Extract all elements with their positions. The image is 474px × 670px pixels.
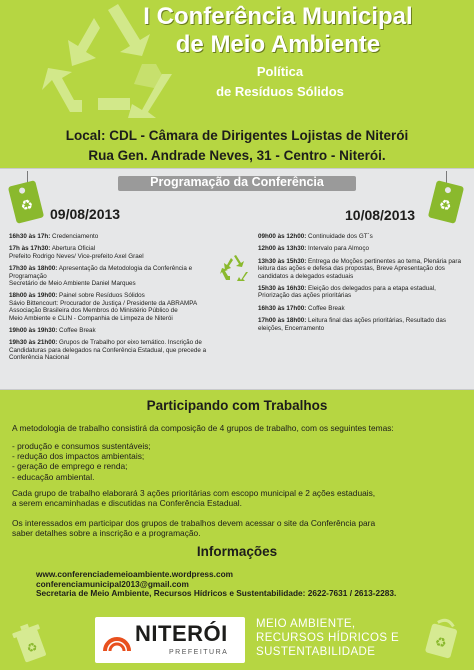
schedule-item bbox=[9, 327, 219, 334]
schedule-item bbox=[258, 258, 468, 280]
title-line-1: I Conferência Municipal bbox=[143, 3, 413, 30]
schedule-text: Coffee Break bbox=[306, 304, 345, 312]
program-title: Programação da Conferência bbox=[150, 175, 324, 189]
logo-name: NITERÓI bbox=[135, 621, 228, 646]
schedule-time: 19h30 às 21h00: bbox=[9, 339, 58, 347]
schedule-time: 17h30 às 18h00: bbox=[9, 265, 58, 273]
schedule-item bbox=[9, 339, 219, 361]
recycle-glyph-icon: ♻ bbox=[18, 195, 35, 215]
schedule-time: 09h00 às 12h00: bbox=[258, 233, 307, 240]
schedule-item bbox=[9, 292, 219, 322]
tag-hole bbox=[444, 186, 451, 193]
schedule-text: Painel sobre Resíduos Sólidos bbox=[57, 292, 145, 300]
schedule-detail: Secretário de Meio Ambiente Daniel Marques bbox=[9, 280, 136, 288]
trabalhos-paragraph-3 bbox=[12, 518, 464, 538]
schedule-item bbox=[9, 265, 219, 287]
eco-tag-icon bbox=[8, 180, 44, 224]
niteroi-logo bbox=[95, 617, 245, 663]
location-line-2: Rua Gen. Andrade Neves, 31 - Centro - Niterói. bbox=[88, 148, 386, 163]
text-line: a serem encaminhadas e discutidas na Conferência Estadual. bbox=[12, 498, 242, 509]
bullet-item: - educação ambiental. bbox=[12, 471, 95, 482]
niteroi-arc-icon bbox=[101, 625, 133, 657]
trabalhos-paragraph-2 bbox=[12, 488, 464, 508]
recycle-icon bbox=[220, 255, 248, 281]
secretaria-phone: Secretaria de Meio Ambiente, Recursos Hídricos e Sustentabilidade: 2622-7631 / 2613-2283. bbox=[36, 588, 397, 599]
schedule-time: 15h30 às 16h30: bbox=[258, 285, 307, 293]
header bbox=[0, 0, 474, 125]
schedule-detail: Sávio Bittencourt: Procurador de Justiça / Presidente da ABRAMPA bbox=[9, 299, 198, 307]
schedule-time: 12h00 às 13h30: bbox=[258, 245, 307, 253]
program-banner bbox=[118, 176, 356, 191]
website-link[interactable]: www.conferenciademeioambiente.wordpress.com bbox=[36, 569, 234, 579]
day1-schedule bbox=[9, 233, 219, 367]
schedule-text: Coffee Break bbox=[57, 327, 96, 335]
svg-text:♻: ♻ bbox=[24, 639, 40, 657]
schedule-time: 19h00 às 19h30: bbox=[9, 327, 58, 335]
trabalhos-intro: A metodologia de trabalho consistirá da composição de 4 grupos de trabalho, com os seguintes temas: bbox=[12, 423, 394, 433]
text-line: saber detalhes sobre a inscrição e a programação. bbox=[12, 528, 201, 539]
day2-date: 10/08/2013 bbox=[345, 207, 416, 223]
subtitle-line-2: de Resíduos Sólidos bbox=[216, 84, 344, 99]
schedule-time: 17h00 às 18h00: bbox=[258, 317, 307, 325]
schedule-time: 16h30 às 17h00: bbox=[258, 304, 307, 312]
schedule-item bbox=[258, 233, 468, 240]
schedule-item bbox=[258, 285, 468, 300]
schedule-text: Leitura final das ações prioritárias, Resultado das eleições, Encerramento bbox=[258, 317, 446, 332]
schedule-detail: Meio Ambiente e CLIN - Companhia de Limpeza de Niterói bbox=[9, 314, 173, 322]
schedule-time: 16h30 às 17h: bbox=[9, 233, 51, 240]
subtitle-line-1: Política bbox=[256, 64, 304, 79]
svg-text:♻: ♻ bbox=[433, 634, 449, 653]
schedule-detail: Associação Brasileira dos Membros do Ministério Público de bbox=[9, 307, 178, 315]
recycle-glyph-icon: ♻ bbox=[437, 195, 454, 215]
schedule-text: Apresentação da Metodologia da Conferência e Programação bbox=[9, 265, 193, 280]
tag-hole bbox=[18, 187, 25, 194]
schedule-text: Entrega de Moções pertinentes ao tema, Plenária para leitura das ações e defesa das propostas, Breve Apresentação dos candidatos a delegados estaduais bbox=[258, 257, 462, 280]
schedule-detail: Prefeito Rodrigo Neves/ Vice-prefeito Axel Grael bbox=[9, 252, 144, 260]
day1-date: 09/08/2013 bbox=[50, 206, 121, 222]
eco-tag-icon bbox=[428, 180, 464, 224]
text-line: Os interessados em participar dos grupos de trabalhos devem acessar o site da Conferência para bbox=[12, 518, 376, 528]
schedule-text: Continuidade dos GT´s bbox=[306, 233, 373, 240]
eco-bag-icon bbox=[422, 616, 462, 660]
schedule-item bbox=[258, 317, 468, 332]
schedule-text: Credenciamento bbox=[50, 233, 99, 240]
schedule-item bbox=[9, 245, 219, 260]
logo-subtitle: PREFEITURA bbox=[169, 649, 229, 656]
schedule-item bbox=[9, 233, 219, 240]
schedule-text: Intervalo para Almoço bbox=[306, 245, 369, 253]
schedule-time: 18h00 às 19h00: bbox=[9, 292, 58, 300]
contact-block bbox=[36, 570, 466, 599]
bullet-item: - redução dos impactos ambientais; bbox=[12, 451, 145, 462]
bullet-item: - geração de emprego e renda; bbox=[12, 461, 128, 472]
tagline-line-2: RECURSOS HÍDRICOS E bbox=[256, 632, 400, 644]
section-title-trabalhos: Participando com Trabalhos bbox=[146, 398, 328, 413]
trabalhos-bullet-list bbox=[12, 441, 464, 482]
bullet-item: - produção e consumos sustentáveis; bbox=[12, 441, 151, 451]
title-line-2: de Meio Ambiente bbox=[175, 31, 381, 58]
tagline-line-1: MEIO AMBIENTE, bbox=[256, 618, 356, 630]
day2-schedule bbox=[258, 233, 468, 337]
text-line: Cada grupo de trabalho elaborará 3 ações prioritárias com escopo municipal e 2 ações estaduais, bbox=[12, 488, 376, 498]
schedule-text: Eleição dos delegados para a etapa estadual, Priorização das ações prioritárias bbox=[258, 285, 436, 300]
schedule-item bbox=[258, 305, 468, 312]
schedule-time: 17h às 17h30: bbox=[9, 245, 51, 253]
recycling-bin-icon bbox=[10, 620, 50, 664]
location-line-1: Local: CDL - Câmara de Dirigentes Lojistas de Niterói bbox=[65, 128, 409, 143]
program-panel bbox=[0, 168, 474, 390]
tagline-line-3: SUSTENTABILIDADE bbox=[256, 646, 376, 658]
section-title-informacoes: Informações bbox=[196, 544, 278, 559]
schedule-time: 13h30 às 15h30: bbox=[258, 257, 307, 265]
schedule-text: Abertura Oficial bbox=[50, 245, 96, 253]
email-link[interactable]: conferenciamunicipal2013@gmail.com bbox=[36, 578, 189, 589]
schedule-item bbox=[258, 245, 468, 252]
schedule-text: Grupos de Trabalho por eixo temático. Inscrição de Candidaturas para delegados na Conferência Estadual, que precede a Conferência Nacional bbox=[9, 339, 207, 362]
